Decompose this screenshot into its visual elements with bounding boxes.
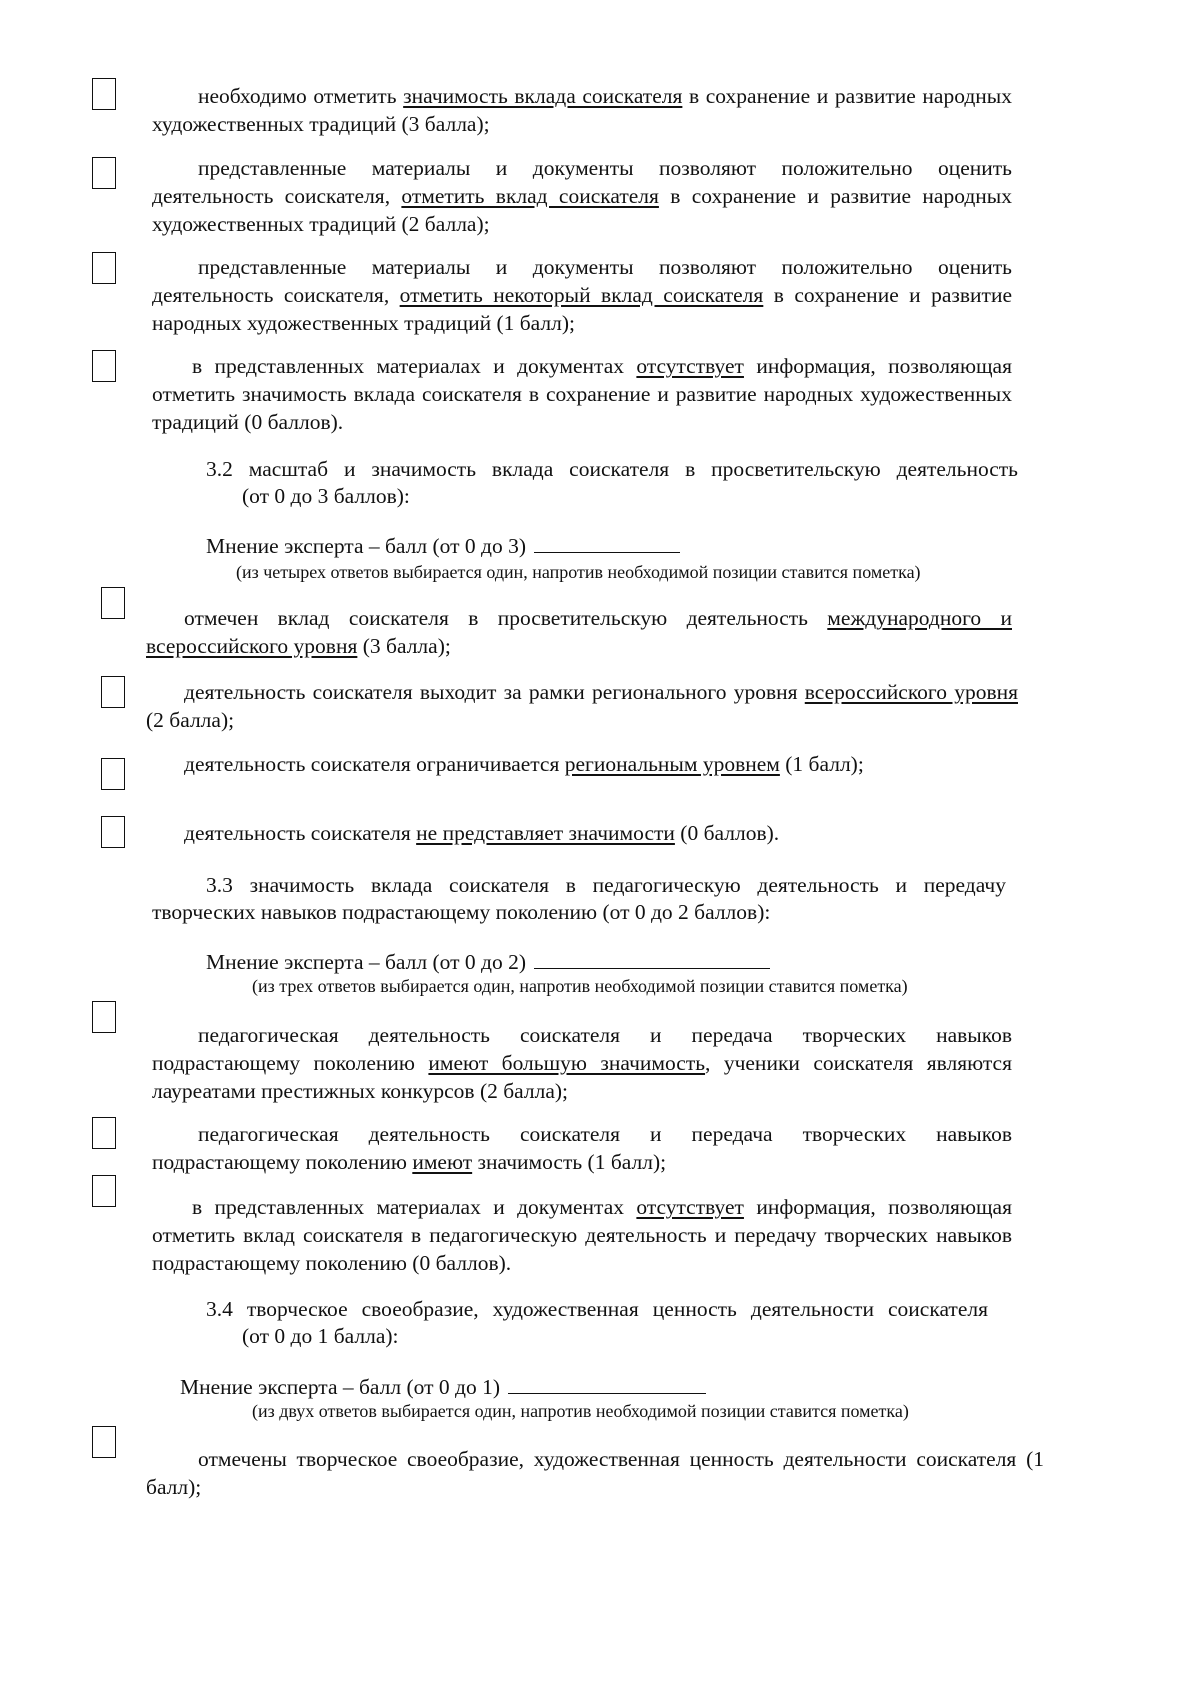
checkbox-3-1-score-0[interactable]	[92, 350, 116, 382]
note-3-3: (из трех ответов выбирается один, напротив необходимой позиции ставится пометка)	[252, 976, 908, 996]
option-3-2-score-1: деятельность соискателя ограничивается региональным уровнем (1 балл);	[184, 752, 864, 776]
option-3-2-score-0: деятельность соискателя не представляет значимости (0 баллов).	[184, 821, 780, 845]
note-3-4: (из двух ответов выбирается один, напротив необходимой позиции ставится пометка)	[252, 1401, 909, 1421]
checkbox-3-2-score-1[interactable]	[101, 758, 125, 790]
option-3-1-score-2: представленные материалы и документы позволяют положительно оценить деятельность соискателя, отметить вклад соискателя в сохранение и развитие народных художественных традиций (2 балла);	[152, 156, 1012, 236]
checkbox-3-1-score-2[interactable]	[92, 157, 116, 189]
expert-opinion-3-2: Мнение эксперта – балл (от 0 до 3)	[206, 532, 680, 560]
heading-3-4: 3.4 творческое своеобразие, художественная ценность деятельности соискателя	[206, 1297, 988, 1321]
heading-3-3-range: творческих навыков подрастающему поколению (от 0 до 2 баллов):	[152, 900, 771, 924]
expert-opinion-3-3: Мнение эксперта – балл (от 0 до 2)	[206, 948, 770, 976]
expert-opinion-3-4: Мнение эксперта – балл (от 0 до 1)	[180, 1373, 706, 1401]
checkbox-3-2-score-2[interactable]	[101, 676, 125, 708]
score-blank-3-3[interactable]	[534, 948, 770, 969]
checkbox-3-3-score-2[interactable]	[92, 1001, 116, 1033]
option-3-4-score-1: отмечены творческое своеобразие, художественная ценность деятельности соискателя (1 балл);	[146, 1447, 1044, 1499]
heading-3-3: 3.3 значимость вклада соискателя в педагогическую деятельность и передачу	[206, 873, 1006, 897]
heading-3-2-range: (от 0 до 3 баллов):	[242, 484, 410, 508]
checkbox-3-3-score-0[interactable]	[92, 1175, 116, 1207]
heading-3-4-range: (от 0 до 1 балла):	[242, 1324, 399, 1348]
option-3-3-score-2: педагогическая деятельность соискателя и передача творческих навыков подрастающему поколению имеют большую значимость, ученики соискателя являются лауреатами престижных конкурсов (2 балла);	[152, 1023, 1012, 1103]
checkbox-3-1-score-3[interactable]	[92, 78, 116, 110]
option-3-2-score-2: деятельность соискателя выходит за рамки регионального уровня всероссийского уровня (2 балла);	[146, 680, 1018, 732]
option-3-2-score-3: отмечен вклад соискателя в просветительскую деятельность международного и всероссийского уровня (3 балла);	[146, 606, 1012, 658]
checkbox-3-1-score-1[interactable]	[92, 252, 116, 284]
score-blank-3-2[interactable]	[534, 532, 680, 553]
checkbox-3-3-score-1[interactable]	[92, 1117, 116, 1149]
note-3-2: (из четырех ответов выбирается один, напротив необходимой позиции ставится пометка)	[236, 562, 921, 582]
checkbox-3-2-score-0[interactable]	[101, 816, 125, 848]
score-blank-3-4[interactable]	[508, 1373, 706, 1394]
option-3-1-score-0: в представленных материалах и документах отсутствует информация, позволяющая отметить значимость вклада соискателя в сохранение и развитие народных художественных традиций (0 баллов).	[152, 354, 1012, 434]
heading-3-2: 3.2 масштаб и значимость вклада соискателя в просветительскую деятельность	[206, 457, 1018, 481]
checkbox-3-2-score-3[interactable]	[101, 587, 125, 619]
option-3-1-score-1: представленные материалы и документы позволяют положительно оценить деятельность соискателя, отметить некоторый вклад соискателя в сохранение и развитие народных художественных традиций (1 балл);	[152, 255, 1013, 335]
checkbox-3-4-score-1[interactable]	[92, 1426, 116, 1458]
option-3-3-score-0: в представленных материалах и документах отсутствует информация, позволяющая отметить вклад соискателя в педагогическую деятельность и передачу творческих навыков подрастающему поколению (0 баллов).	[152, 1195, 1012, 1275]
option-3-1-score-3: необходимо отметить значимость вклада соискателя в сохранение и развитие народных художественных традиций (3 балла);	[152, 84, 1012, 136]
option-3-3-score-1: педагогическая деятельность соискателя и передача творческих навыков подрастающему поколению имеют значимость (1 балл);	[152, 1122, 1012, 1174]
